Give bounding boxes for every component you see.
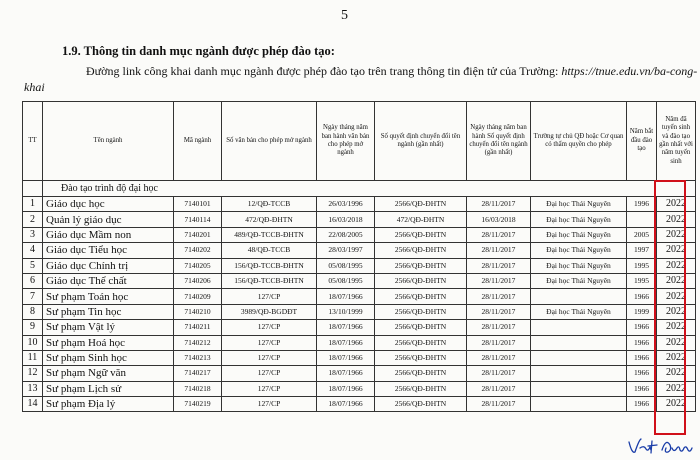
cell-tt: 7: [23, 289, 43, 304]
cell-decision-no: 2566/QĐ-ĐHTN: [375, 397, 467, 412]
cell-start-year: 1997: [627, 243, 657, 258]
cell-authority: Đại học Thái Nguyên: [531, 197, 627, 212]
cell-decision-no: 2566/QĐ-ĐHTN: [375, 320, 467, 335]
cell-latest-year: 2022: [657, 227, 696, 242]
section-heading: 1.9. Thông tin danh mục ngành được phép đào tạo:: [62, 44, 335, 58]
cell-name: Sư phạm Địa lý: [43, 397, 174, 412]
cell-decision-date: 28/11/2017: [467, 335, 531, 350]
cell-doc-no: 127/CP: [222, 320, 317, 335]
cell-decision-no: 2566/QĐ-ĐHTN: [375, 227, 467, 242]
cell-authority: Đại học Thái Nguyên: [531, 304, 627, 319]
cell-tt: 3: [23, 227, 43, 242]
cell-tt: 4: [23, 243, 43, 258]
cell-decision-date: 28/11/2017: [467, 197, 531, 212]
cell-decision-date: 28/11/2017: [467, 243, 531, 258]
cell-name: Giáo dục Tiểu học: [43, 243, 174, 258]
cell-tt: 14: [23, 397, 43, 412]
cell-name: Sư phạm Tin học: [43, 304, 174, 319]
cell-decision-date: 28/11/2017: [467, 350, 531, 365]
link-url[interactable]: https://tnue.edu.vn/ba-cong-: [561, 64, 698, 78]
cell-doc-no: 3989/QĐ-BGDĐT: [222, 304, 317, 319]
cell-issue-date: 13/10/1999: [317, 304, 375, 319]
cell-code: 7140209: [174, 289, 222, 304]
cell-authority: [531, 350, 627, 365]
cell-authority: Đại học Thái Nguyên: [531, 227, 627, 242]
header-doc-no: Số văn bản cho phép mở ngành: [222, 102, 317, 181]
cell-decision-date: 28/11/2017: [467, 289, 531, 304]
cell-code: 7140217: [174, 366, 222, 381]
cell-latest-year: 2022: [657, 335, 696, 350]
cell-tt: 11: [23, 350, 43, 365]
cell-name: Giáo dục Chính trị: [43, 258, 174, 273]
cell-authority: Đại học Thái Nguyên: [531, 258, 627, 273]
cell-decision-no: 2566/QĐ-ĐHTN: [375, 289, 467, 304]
cell-issue-date: 22/08/2005: [317, 227, 375, 242]
cell-issue-date: 18/07/1966: [317, 381, 375, 396]
cell-authority: Đại học Thái Nguyên: [531, 273, 627, 288]
cell-name: Sư phạm Vật lý: [43, 320, 174, 335]
link-url-continuation[interactable]: khai: [24, 80, 45, 94]
header-code: Mã ngành: [174, 102, 222, 181]
cell-decision-date: 28/11/2017: [467, 273, 531, 288]
cell-code: 7140206: [174, 273, 222, 288]
table-row: [23, 227, 696, 242]
cell-issue-date: 18/07/1966: [317, 335, 375, 350]
cell-start-year: 1966: [627, 320, 657, 335]
cell-code: 7140211: [174, 320, 222, 335]
page-number: 5: [341, 8, 348, 23]
cell-decision-no: 2566/QĐ-ĐHTN: [375, 273, 467, 288]
cell-code: 7140201: [174, 227, 222, 242]
header-issue-date: Ngày tháng năm ban hành văn bản cho phép mở ngành: [317, 102, 375, 181]
cell-tt: 2: [23, 212, 43, 227]
cell-authority: [531, 335, 627, 350]
cell-code: 7140205: [174, 258, 222, 273]
cell-decision-no: 2566/QĐ-ĐHTN: [375, 197, 467, 212]
cell-doc-no: 127/CP: [222, 335, 317, 350]
link-line: [86, 64, 697, 79]
cell-authority: [531, 381, 627, 396]
cell-name: Quản lý giáo dục: [43, 212, 174, 227]
cell-latest-year: 2022: [657, 212, 696, 227]
cell-doc-no: 156/QĐ-TCCB-ĐHTN: [222, 273, 317, 288]
cell-authority: [531, 320, 627, 335]
header-decision-date: Ngày tháng năm ban hành Số quyết định chuyển đổi tên ngành (gần nhất): [467, 102, 531, 181]
cell-decision-date: 28/11/2017: [467, 366, 531, 381]
cell-authority: [531, 397, 627, 412]
table-row: [23, 197, 696, 212]
cell-decision-no: 2566/QĐ-ĐHTN: [375, 381, 467, 396]
cell-start-year: 1966: [627, 397, 657, 412]
cell-name: Giáo dục Mầm non: [43, 227, 174, 242]
cell-latest-year: 2022: [657, 258, 696, 273]
cell-name: Sư phạm Lịch sử: [43, 381, 174, 396]
table-row: [23, 320, 696, 335]
cell-tt: 1: [23, 197, 43, 212]
header-start-year: Năm bắt đầu đào tạo: [627, 102, 657, 181]
cell-latest-year: 2022: [657, 304, 696, 319]
header-decision-no: Số quyết định chuyển đổi tên ngành (gần nhất): [375, 102, 467, 181]
cell-issue-date: 18/07/1966: [317, 397, 375, 412]
cell-decision-date: 28/11/2017: [467, 304, 531, 319]
cell-issue-date: 18/07/1966: [317, 289, 375, 304]
table-row: [23, 273, 696, 288]
cell-issue-date: 05/08/1995: [317, 273, 375, 288]
cell-tt: 13: [23, 381, 43, 396]
section-row: [23, 181, 696, 197]
cell-latest-year: 2022: [657, 197, 696, 212]
link-intro: Đường link công khai danh mục ngành được phép đào tạo trên trang thông tin điện tử của Trường:: [86, 64, 562, 78]
section-label: Đào tạo trình độ đại học: [43, 181, 696, 197]
cell-decision-date: 28/11/2017: [467, 381, 531, 396]
cell-doc-no: 156/QĐ-TCCB-ĐHTN: [222, 258, 317, 273]
table-row: [23, 243, 696, 258]
cell-start-year: 1996: [627, 197, 657, 212]
cell-code: 7140212: [174, 335, 222, 350]
cell-start-year: 1995: [627, 273, 657, 288]
table-row: [23, 289, 696, 304]
cell-latest-year: 2022: [657, 366, 696, 381]
cell-decision-no: 2566/QĐ-ĐHTN: [375, 366, 467, 381]
header-tt: TT: [23, 102, 43, 181]
cell-issue-date: 16/03/2018: [317, 212, 375, 227]
cell-decision-date: 28/11/2017: [467, 258, 531, 273]
cell-authority: Đại học Thái Nguyên: [531, 243, 627, 258]
cell-code: 7140101: [174, 197, 222, 212]
cell-name: Sư phạm Hoá học: [43, 335, 174, 350]
cell-start-year: 1966: [627, 289, 657, 304]
cell-code: 7140219: [174, 397, 222, 412]
cell-doc-no: 127/CP: [222, 381, 317, 396]
cell-decision-no: 2566/QĐ-ĐHTN: [375, 304, 467, 319]
signature-mark: [626, 436, 694, 458]
cell-doc-no: 127/CP: [222, 397, 317, 412]
cell-decision-no: 2566/QĐ-ĐHTN: [375, 350, 467, 365]
cell-code: 7140114: [174, 212, 222, 227]
cell-decision-date: 16/03/2018: [467, 212, 531, 227]
program-table: [22, 101, 696, 412]
cell-issue-date: 28/03/1997: [317, 243, 375, 258]
cell-authority: [531, 366, 627, 381]
cell-issue-date: 26/03/1996: [317, 197, 375, 212]
table-row: [23, 366, 696, 381]
cell-latest-year: 2022: [657, 320, 696, 335]
table-row: [23, 212, 696, 227]
cell-issue-date: 18/07/1966: [317, 350, 375, 365]
cell-tt: 9: [23, 320, 43, 335]
cell-name: Sư phạm Toán học: [43, 289, 174, 304]
header-name: Tên ngành: [43, 102, 174, 181]
cell-latest-year: 2022: [657, 289, 696, 304]
cell-decision-date: 28/11/2017: [467, 397, 531, 412]
table-row: [23, 304, 696, 319]
cell-issue-date: 18/07/1966: [317, 320, 375, 335]
cell-start-year: [627, 212, 657, 227]
cell-name: Giáo dục học: [43, 197, 174, 212]
table-header-row: [23, 102, 696, 181]
cell-tt: 5: [23, 258, 43, 273]
header-authority: Trường tự chủ QĐ hoặc Cơ quan có thẩm quyền cho phép: [531, 102, 627, 181]
cell-decision-date: 28/11/2017: [467, 320, 531, 335]
cell-name: Sư phạm Sinh học: [43, 350, 174, 365]
cell-decision-no: 2566/QĐ-ĐHTN: [375, 258, 467, 273]
cell-decision-no: 472/QĐ-ĐHTN: [375, 212, 467, 227]
cell-doc-no: 12/QĐ-TCCB: [222, 197, 317, 212]
cell-start-year: 1966: [627, 350, 657, 365]
cell-start-year: 1999: [627, 304, 657, 319]
cell-doc-no: 127/CP: [222, 289, 317, 304]
cell-tt: 6: [23, 273, 43, 288]
cell-decision-date: 28/11/2017: [467, 227, 531, 242]
cell-decision-no: 2566/QĐ-ĐHTN: [375, 335, 467, 350]
cell-start-year: 2005: [627, 227, 657, 242]
cell-authority: Đại học Thái Nguyên: [531, 212, 627, 227]
cell-decision-no: 2566/QĐ-ĐHTN: [375, 243, 467, 258]
table-row: [23, 381, 696, 396]
cell-latest-year: 2022: [657, 350, 696, 365]
cell-tt: 12: [23, 366, 43, 381]
header-latest-year: Năm đã tuyển sinh và đào tạo gần nhất với năm tuyển sinh: [657, 102, 696, 181]
table-row: [23, 258, 696, 273]
cell-start-year: 1966: [627, 335, 657, 350]
cell-name: Giáo dục Thể chất: [43, 273, 174, 288]
cell-start-year: 1966: [627, 381, 657, 396]
cell-authority: [531, 289, 627, 304]
table-row: [23, 350, 696, 365]
cell-doc-no: 127/CP: [222, 350, 317, 365]
cell-doc-no: 472/QĐ-ĐHTN: [222, 212, 317, 227]
cell-code: 7140218: [174, 381, 222, 396]
cell-issue-date: 05/08/1995: [317, 258, 375, 273]
table-row: [23, 397, 696, 412]
cell-latest-year: 2022: [657, 243, 696, 258]
cell-latest-year: 2022: [657, 273, 696, 288]
cell-start-year: 1966: [627, 366, 657, 381]
cell-tt: 8: [23, 304, 43, 319]
table-row: [23, 335, 696, 350]
cell-start-year: 1995: [627, 258, 657, 273]
cell-doc-no: 127/CP: [222, 366, 317, 381]
cell-doc-no: 48/QĐ-TCCB: [222, 243, 317, 258]
cell-issue-date: 18/07/1966: [317, 366, 375, 381]
cell-latest-year: 2022: [657, 381, 696, 396]
cell-name: Sư phạm Ngữ văn: [43, 366, 174, 381]
cell-tt: 10: [23, 335, 43, 350]
cell-doc-no: 489/QĐ-TCCB-ĐHTN: [222, 227, 317, 242]
cell-latest-year: 2022: [657, 397, 696, 412]
cell-code: 7140202: [174, 243, 222, 258]
cell-code: 7140213: [174, 350, 222, 365]
cell-code: 7140210: [174, 304, 222, 319]
